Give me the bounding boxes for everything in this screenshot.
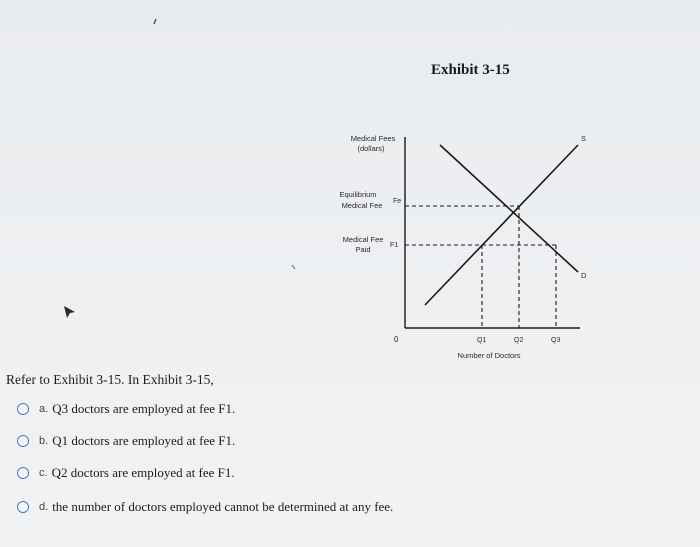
option-text: Q2 doctors are employed at fee F1. bbox=[51, 465, 235, 480]
arrow-cursor-icon bbox=[63, 305, 77, 319]
eq-fee-label-line1: Equilibrium bbox=[339, 190, 377, 199]
radio-button-icon[interactable] bbox=[17, 501, 29, 513]
option-letter: a. bbox=[39, 403, 49, 415]
option-b[interactable] bbox=[17, 431, 235, 451]
q1-label: Q1 bbox=[477, 337, 487, 344]
paid-fee-label-line1: Medical Fee bbox=[342, 235, 384, 244]
origin-label: 0 bbox=[394, 335, 399, 344]
f1-symbol: F1 bbox=[390, 242, 399, 249]
supply-label: S bbox=[581, 134, 587, 143]
option-letter: d. bbox=[39, 501, 49, 513]
demand-curve bbox=[440, 145, 578, 272]
exhibit-title: Exhibit 3-15 bbox=[431, 62, 510, 78]
supply-curve bbox=[425, 145, 578, 305]
option-text: Q3 doctors are employed at fee F1. bbox=[52, 401, 236, 416]
option-letter: c. bbox=[39, 467, 48, 479]
y-axis-label-line1: Medical Fees bbox=[350, 134, 396, 143]
option-c[interactable] bbox=[17, 463, 235, 483]
question-prompt: Refer to Exhibit 3-15. In Exhibit 3-15, bbox=[6, 372, 214, 387]
option-a[interactable] bbox=[17, 399, 235, 419]
option-d[interactable] bbox=[17, 497, 393, 517]
stray-mark-2 bbox=[292, 265, 295, 269]
y-axis-label-line2: (dollars) bbox=[357, 144, 385, 153]
eq-fee-label-line2: Medical Fee bbox=[341, 201, 383, 210]
option-letter: b. bbox=[39, 435, 49, 447]
option-text: Q1 doctors are employed at fee F1. bbox=[52, 433, 236, 448]
radio-button-icon[interactable] bbox=[17, 435, 29, 447]
q3-label: Q3 bbox=[551, 337, 561, 344]
option-text: the number of doctors employed cannot be determined at any fee. bbox=[52, 499, 394, 514]
radio-button-icon[interactable] bbox=[17, 467, 29, 479]
demand-label: D bbox=[581, 271, 587, 280]
fe-symbol: Fe bbox=[393, 198, 402, 205]
radio-button-icon[interactable] bbox=[17, 403, 29, 415]
stray-mark bbox=[154, 19, 156, 24]
x-axis-label: Number of Doctors bbox=[457, 351, 521, 360]
paid-fee-label-line2: Paid bbox=[355, 245, 371, 254]
q2-label: Q2 bbox=[514, 337, 524, 344]
